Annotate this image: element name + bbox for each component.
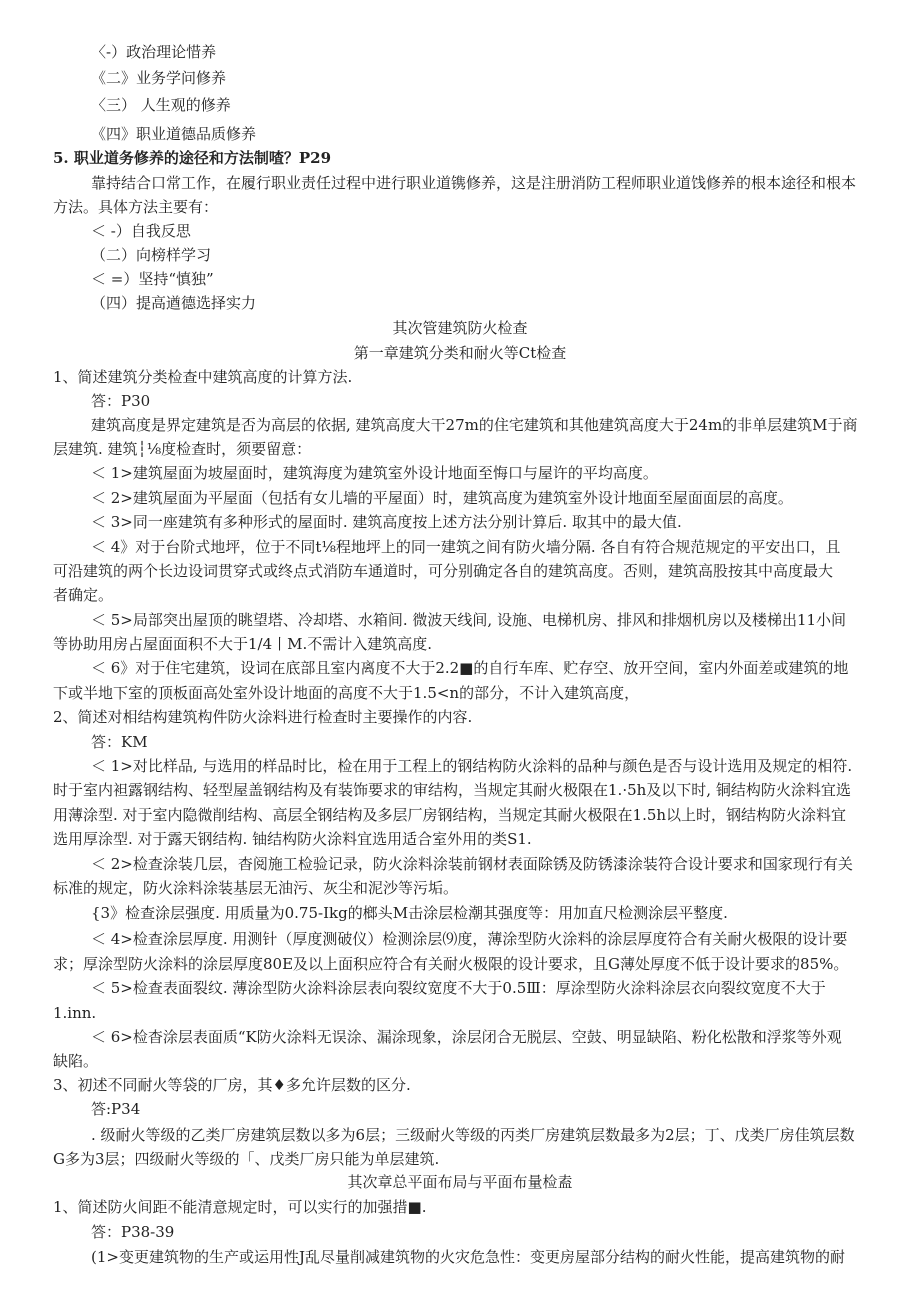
text-line: （四）提高遒德选择实力 (91, 294, 257, 312)
text-line: 用薄涂型. 对于室内隐微削结构、高层全钢结构及多层厂房钢结构，当规定其耐火极限在1.5h以上时，钢结构防火涂料宜 (53, 806, 847, 824)
chapter-title: 其次章总平面布局与平面布量检盍 (347, 1173, 573, 1191)
text-line: (1>变更建筑物的生产或运用性J乱尽量削减建筑物的火灾危急性：变更房屋部分结构的耐火性能，提高建筑物的耐 (91, 1248, 845, 1266)
text-line: 选用厚涂型. 对于露天钢结构. 铀结构防火涂料宜选用适合室外用的类S1. (53, 830, 532, 848)
text-line: ＜ 6》对于住宅建筑，设词在底部且室内离度不大于2.2■的自行车库、贮存空、放开空间，室内外面差或建筑的地 (91, 659, 849, 677)
text-line: 〈三） 人生观的修养 (91, 96, 231, 114)
chapter-title: 第一章建筑分类和耐火等Ct检查 (353, 344, 567, 362)
question-heading: 1、简述防火间距不能清意规定时，可以实行的加强措■. (53, 1198, 427, 1216)
text-line: ＜ 4>检查涂层厚度. 用测针（厚度测破仪）检测涂层⑼度，薄涂型防火涂料的涂层厚度符合有关耐火极限的设计要 (91, 930, 848, 948)
text-line: ＜ 6>检杳涂层表面质“K防火涂料无误涂、漏涂现象，涂层闭合无脱层、空鼓、明显缺陷、粉化松散和浮浆等外观 (91, 1028, 842, 1046)
text-line: 靠持结合口常工作，在履行职业责任过程中进行职业道镌修养，这是注册消防工程师职业道饯修养的根本途径和根本 (91, 174, 857, 192)
text-line: ＜ -）自我反思 (91, 222, 191, 240)
text-line: 1.inn. (53, 1004, 97, 1022)
text-line: 《二》业务学问修养 (91, 69, 227, 87)
text-line: 下或半地下室的顶板面高处室外设计地面的高度不大于1.5<n的部分，不计入建筑高度， (53, 684, 640, 702)
section-title: 其次管建筑防火检查 (392, 319, 528, 337)
text-line: 缺陷。 (53, 1052, 99, 1070)
text-line: 〈-）政治理论惜养 (91, 43, 217, 61)
text-line: ＜ 4》对于台阶式地坪，位于不同t⅛程地坪上的同一建筑之间有防火墙分隔. 各自有符合规范规定的平安出口，且 (91, 538, 841, 556)
text-line: （二）向榜样学习 (91, 246, 212, 264)
text-line: ＜ =）坚持“慎独” (91, 270, 214, 288)
text-line: 标准的规定，防火涂料涂装基层无油污、灰尘和泥沙等污垢。 (53, 879, 459, 897)
text-line: 《四》职业道德品质修养 (91, 125, 257, 143)
answer-ref: 答:P34 (91, 1100, 141, 1118)
text-line: 时于室内袒露钢结构、轻型屋盖钢结构及有装饰要求的审结构，当规定其耐火极限在1.·5h及以下时, 铜结构防火涂料宜选 (53, 781, 851, 799)
text-line: ＜ 2>检查涂装几层，杳阅施工检验记录，防火涂料涂装前钢材表面除锈及防锈漆涂装符合设计要求和国家现行有关 (91, 855, 853, 873)
answer-ref: 答：P30 (91, 392, 151, 410)
answer-ref: 答：P38-39 (91, 1223, 175, 1241)
question-heading: 1、简述建筑分类检查中建筑高度的计算方法. (53, 368, 353, 386)
question-heading: 2、简述对相结构建筑构件防火涂料进行检查时主要操作的内容. (53, 708, 473, 726)
text-line: ＜ 1>建筑屋面为坡屋面时，建筑海度为建筑室外设计地面至悔口与屋许的平均高度。 (91, 464, 658, 482)
text-line: ＜ 1>对比样品, 与选用的样品时比，检在用于工程上的钢结构防火涂料的品种与颜色是否与设计选用及规定的相符. (91, 757, 853, 775)
text-line: 可沿建筑的两个长边设词贯穿式或终点式消防车通道时，可分别确定各自的建筑高度。否则，建筑高股按其中高度最大 (53, 562, 834, 580)
text-line: 等协助用房占屋面面积不大于1/4丨M.不需计入建筑高度. (53, 635, 433, 653)
text-line: . 级耐火等级的乙类厂房建筑层数以多为6层；三级耐火等级的丙类厂房建筑层数最多为2层；丁、戊类厂房佳筑层数 (91, 1126, 855, 1144)
text-line: 层建筑. 建筑┆⅛度检查时，须要留意： (53, 440, 312, 458)
text-line: 建筑高度是界定建筑是否为高层的依据, 建筑高度大干27m的住宅建筑和其他建筑高度大于24m的非单层建筑M于商 (91, 416, 858, 434)
text-line: {3》检查涂层强度. 用质量为0.75-Ikg的榔头M击涂层检潮其强度等：用加直尺检测涂层平整度. (91, 904, 728, 922)
text-line: 求；厚涂型防火涂料的涂层厚度80E及以上面积应符合有关耐火极限的设计要求，且G薄处厚度不低于设计要求的85%。 (53, 955, 849, 973)
question-heading: 5. 职业道务修养的途径和方法制喳？P29 (53, 149, 332, 167)
text-line: 者确定。 (53, 586, 114, 604)
answer-ref: 答：KM (91, 733, 148, 751)
text-line: ＜ 5>检查表面裂纹. 薄涂型防火涂料涂层表向裂纹宽度不大于0.5Ⅲ：厚涂型防火涂料涂层衣向裂纹宽度不大于 (91, 979, 826, 997)
text-line: ＜ 3>同一座建筑有多种形式的屋面时. 建筑高度按上述方法分别计算后. 取其中的最大值. (91, 513, 682, 531)
question-heading: 3、初述不同耐火等袋的厂房，其♦多允许层数的区分. (53, 1076, 411, 1094)
text-line: ＜ 2>建筑屋面为平屋面（包括有女儿墙的平屋面）时，建筑高度为建筑室外设计地面至屋面面层的高度。 (91, 489, 793, 507)
text-line: ＜ 5>局部突出屋顶的眺望塔、冷却塔、水箱间. 微波天线间, 设施、电梯机房、排风和排烟机房以及楼梯出11小间 (91, 611, 847, 629)
text-line: 方法。具体方法主要有： (53, 198, 219, 216)
text-line: G多为3层；四级耐火等级的「、戊类厂房只能为单层建筑. (53, 1150, 440, 1168)
